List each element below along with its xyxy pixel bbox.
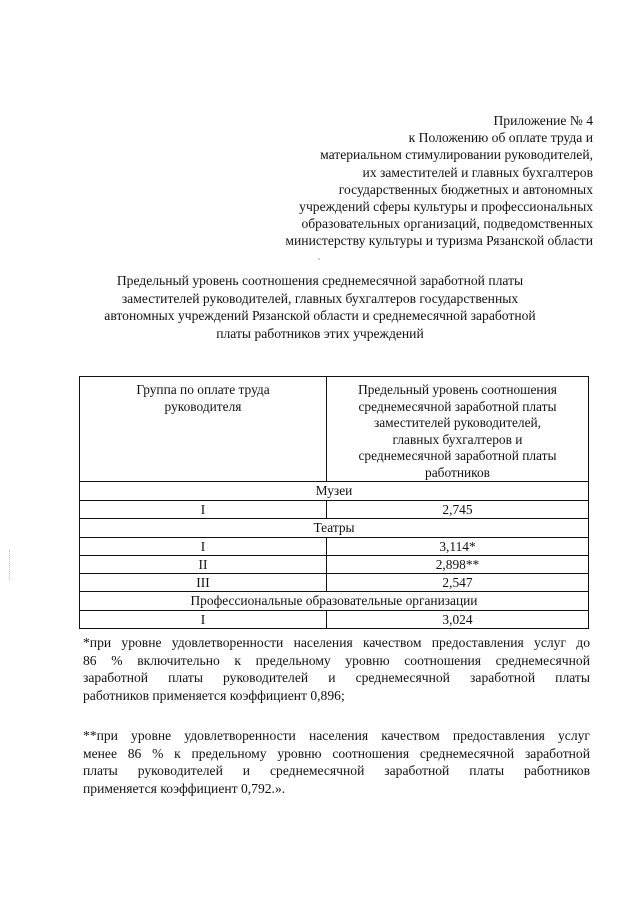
title-line: платы работников этих учреждений	[216, 325, 424, 341]
appendix-line: государственных бюджетных и автономных	[338, 181, 593, 197]
value-cell: 3,024	[327, 611, 589, 629]
header-group-column: Группа по оплате труда руководителя	[80, 377, 327, 482]
scan-margin-mark	[9, 550, 11, 580]
document-title	[0, 272, 640, 342]
footnote-1	[83, 634, 590, 704]
appendix-line: учреждений сферы культуры и профессиональных	[299, 199, 593, 215]
title-line: заместителей руководителей, главных бухгалтеров государственных	[121, 290, 519, 306]
footnote-line: **при уровне удовлетворенности населения качеством предоставления услуг	[83, 728, 590, 743]
section-theatres: Театры	[80, 519, 589, 538]
footnote-line: применяется коэффициент 0,792.».	[83, 780, 286, 796]
group-cell: I	[80, 538, 327, 556]
group-cell: I	[80, 611, 327, 629]
value-cell: 2,547	[327, 574, 589, 592]
appendix-line: министерству культуры и туризма Рязанской области	[285, 233, 593, 249]
appendix-number: Приложение № 4	[493, 113, 593, 128]
scan-speck	[318, 258, 320, 260]
appendix-line: материальном стимулировании руководителей,	[320, 147, 593, 163]
section-row	[80, 482, 589, 501]
title-line: Предельный уровень соотношения среднемесячной заработной платы	[116, 273, 524, 288]
footnote-line: работников применяется коэффициент 0,896;	[83, 687, 345, 703]
footnote-line: менее 86 % к предельному уровню соотношения среднемесячной заработной	[83, 745, 590, 761]
footnote-2	[83, 727, 590, 797]
group-cell: I	[80, 501, 327, 519]
ratio-table	[79, 376, 589, 629]
appendix-line: образовательных организаций, подведомственных	[301, 216, 593, 232]
section-museums: Музеи	[80, 482, 589, 501]
value-cell: 2,898**	[327, 556, 589, 574]
table-header-row	[80, 377, 589, 482]
section-education: Профессиональные образовательные организации	[80, 592, 589, 611]
group-cell: III	[80, 574, 327, 592]
header-ratio-column: Предельный уровень соотношения среднемесячной заработной платы заместителей руководителей, главных бухгалтеров и среднемесячной заработной платы работников	[327, 377, 589, 482]
footnote-line: заработной платы руководителей и среднемесячной заработной платы	[83, 670, 590, 686]
section-row	[80, 519, 589, 538]
footnote-line: платы руководителей и среднемесячной заработной платы работников	[83, 763, 590, 779]
table-row	[80, 556, 589, 574]
table-row	[80, 538, 589, 556]
title-line: автономных учреждений Рязанской области и среднемесячной заработной	[104, 308, 536, 323]
appendix-line: их заместителей и главных бухгалтеров	[362, 164, 593, 180]
section-row	[80, 592, 589, 611]
table-row	[80, 501, 589, 519]
table-row	[80, 574, 589, 592]
appendix-header	[285, 112, 593, 250]
footnote-line: 86 % включительно к предельному уровню соотношения среднемесячной	[83, 652, 590, 668]
group-cell: II	[80, 556, 327, 574]
table-row	[80, 611, 589, 629]
appendix-line: к Положению об оплате труда и	[408, 130, 593, 146]
value-cell: 3,114*	[327, 538, 589, 556]
value-cell: 2,745	[327, 501, 589, 519]
footnote-line: *при уровне удовлетворенности населения качеством предоставления услуг до	[83, 635, 590, 650]
